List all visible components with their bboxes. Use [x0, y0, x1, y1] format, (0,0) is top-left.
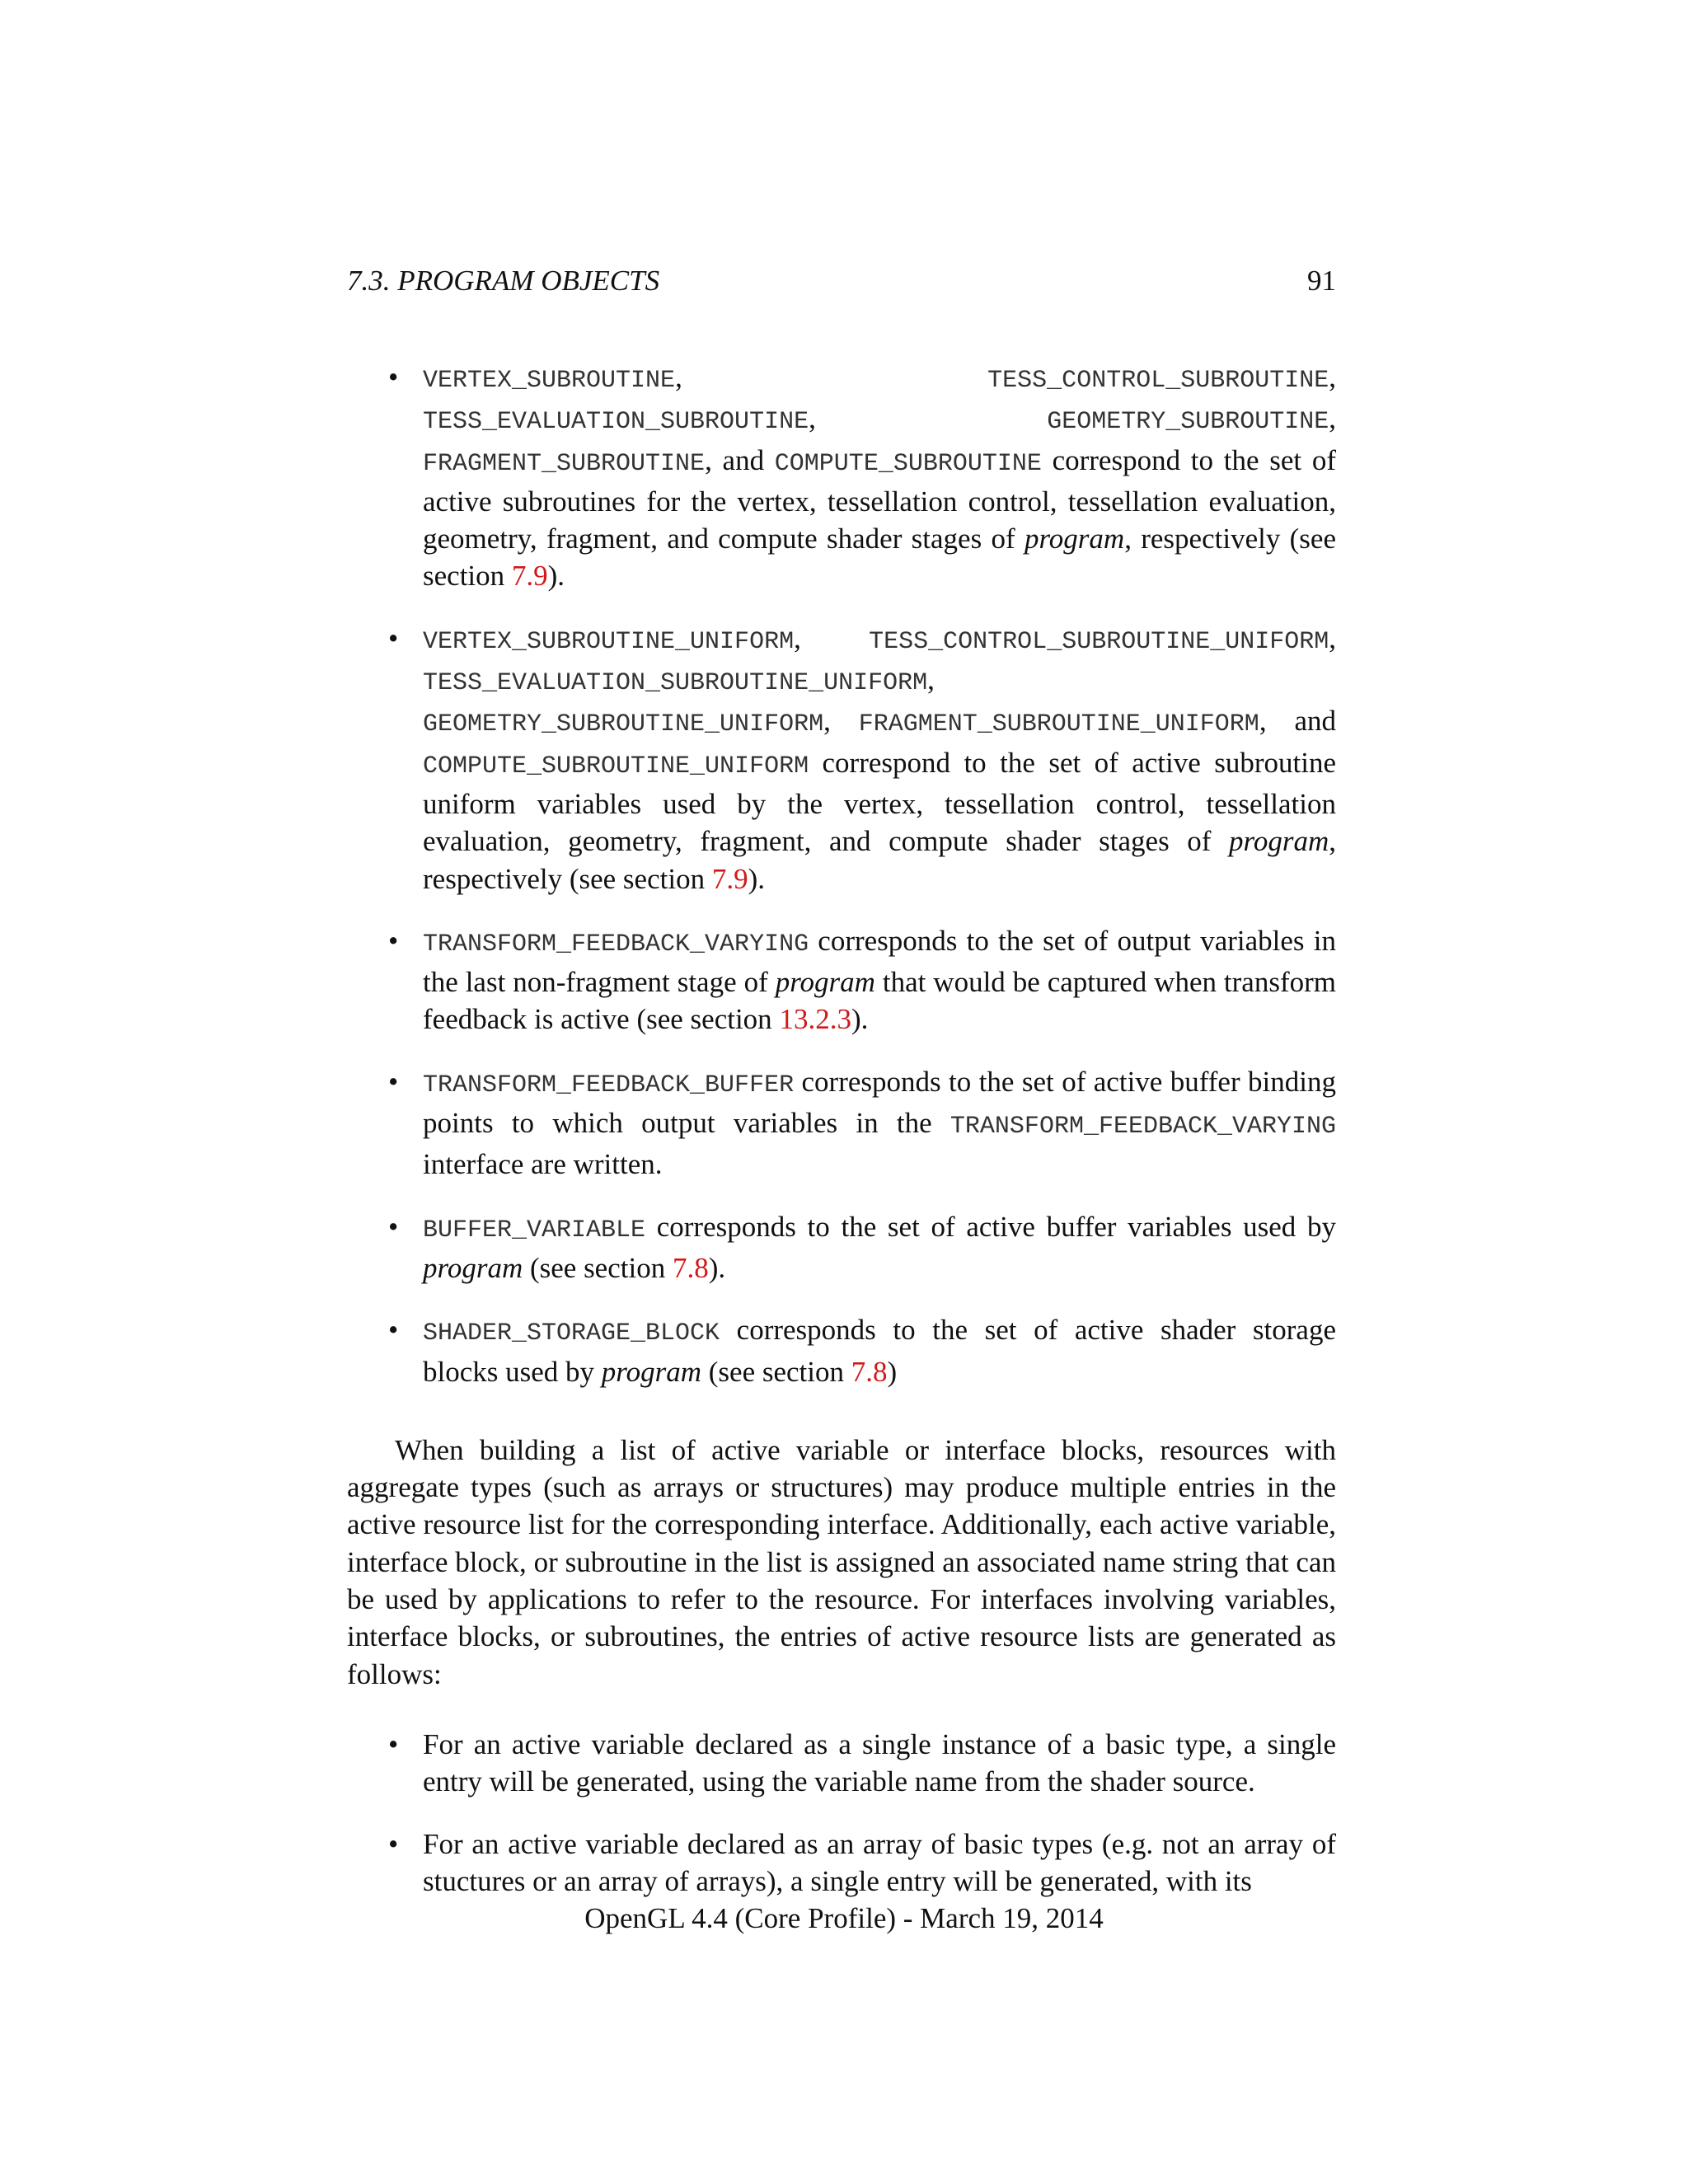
- body-text: correspond to the set of active subroutines for the vertex, tessellation control, tessellation evaluation, geometry, fragment, and compute shader stages of: [423, 443, 1336, 555]
- bullet-icon: •: [388, 1210, 399, 1243]
- section-title: 7.3. PROGRAM OBJECTS: [347, 265, 660, 297]
- body-text: interface are written.: [423, 1148, 663, 1181]
- page-content: [347, 359, 1336, 1924]
- list-item: [347, 620, 1336, 898]
- body-text: ): [887, 1355, 898, 1388]
- body-text: corresponds to the set of active shader storage blocks used by: [423, 1314, 1336, 1388]
- body-text: ).: [851, 1003, 869, 1036]
- body-text: ,: [675, 361, 988, 393]
- body-text: (see section: [523, 1251, 673, 1284]
- emphasis-text: program: [1024, 523, 1125, 555]
- bullet-icon: •: [388, 361, 399, 393]
- code-token: GEOMETRY_SUBROUTINE: [1047, 408, 1329, 437]
- code-token: TESS_CONTROL_SUBROUTINE_UNIFORM: [869, 627, 1329, 656]
- body-text: ).: [708, 1251, 726, 1284]
- code-token: TESS_CONTROL_SUBROUTINE: [987, 367, 1329, 395]
- body-text: ,: [809, 402, 1048, 435]
- emphasis-text: program: [423, 1251, 523, 1284]
- bullet-icon: •: [388, 1314, 399, 1347]
- body-text: ,: [927, 663, 935, 696]
- body-text: ).: [547, 560, 565, 593]
- section-link[interactable]: 7.9: [511, 560, 548, 593]
- list-item: [347, 1311, 1336, 1390]
- body-text: correspond to the set of active subroutine uniform variables used by the vertex, tessellation control, tessellation evaluation, geometry, fragment, and compute shader stages of: [423, 746, 1336, 858]
- code-token: TESS_EVALUATION_SUBROUTINE: [423, 408, 809, 437]
- list-item: [347, 1825, 1336, 1900]
- body-text: that would be captured when transform feedback is active (see section: [423, 966, 1336, 1036]
- code-token: VERTEX_SUBROUTINE_UNIFORM: [423, 627, 795, 656]
- code-token: TRANSFORM_FEEDBACK_VARYING: [423, 930, 809, 958]
- bullet-icon: •: [388, 924, 399, 957]
- running-header: [347, 260, 1336, 302]
- code-token: TESS_EVALUATION_SUBROUTINE_UNIFORM: [423, 669, 928, 698]
- code-token: VERTEX_SUBROUTINE: [423, 367, 676, 395]
- emphasis-text: program: [1229, 825, 1329, 858]
- section-link[interactable]: 13.2.3: [779, 1003, 851, 1036]
- body-text: corresponds to the set of active buffer variables used by: [645, 1210, 1336, 1243]
- body-text: ,: [1329, 361, 1336, 393]
- body-text: ,: [823, 705, 859, 738]
- code-token: COMPUTE_SUBROUTINE_UNIFORM: [423, 752, 809, 780]
- code-token: FRAGMENT_SUBROUTINE: [423, 449, 706, 478]
- code-token: SHADER_STORAGE_BLOCK: [423, 1319, 720, 1348]
- list-item: [347, 1726, 1336, 1801]
- body-text: ).: [748, 862, 765, 895]
- page-number: 91: [1307, 265, 1336, 297]
- list-item: [347, 1208, 1336, 1287]
- section-link[interactable]: 7.8: [672, 1251, 709, 1284]
- emphasis-text: program: [775, 966, 875, 999]
- list-item: [347, 922, 1336, 1038]
- body-text: ,: [1329, 402, 1336, 435]
- code-token: TRANSFORM_FEEDBACK_BUFFER: [423, 1071, 795, 1099]
- section-link[interactable]: 7.8: [851, 1355, 888, 1388]
- bullet-icon: •: [388, 1065, 399, 1098]
- bullet-icon: •: [388, 621, 399, 654]
- code-token: FRAGMENT_SUBROUTINE_UNIFORM: [858, 710, 1259, 739]
- body-text: ,: [1329, 621, 1336, 654]
- list-item: [347, 359, 1336, 595]
- page-footer: OpenGL 4.4 (Core Profile) - March 19, 2014: [584, 1902, 1104, 1934]
- emphasis-text: program: [601, 1355, 702, 1388]
- body-text: , respectively (see section: [423, 523, 1336, 593]
- code-token: COMPUTE_SUBROUTINE: [774, 449, 1042, 478]
- body-text: For an active variable declared as a single instance of a basic type, a single entry will be generated, using the variable name from the shader source.: [423, 1727, 1336, 1798]
- bullet-icon: •: [388, 1727, 399, 1760]
- code-token: GEOMETRY_SUBROUTINE_UNIFORM: [423, 710, 824, 739]
- bullet-icon: •: [388, 1827, 399, 1860]
- resource-entry-rules-list: [347, 1726, 1336, 1900]
- list-item: [347, 1063, 1336, 1183]
- body-text: , and: [1259, 705, 1336, 738]
- resource-interface-list: [347, 359, 1336, 1390]
- section-link[interactable]: 7.9: [711, 862, 748, 895]
- body-text: (see section: [701, 1355, 851, 1388]
- code-token: BUFFER_VARIABLE: [423, 1216, 646, 1244]
- body-text: , and: [705, 443, 775, 476]
- body-text: corresponds to the set of output variables in the last non-fragment stage of: [423, 924, 1336, 999]
- code-token: TRANSFORM_FEEDBACK_VARYING: [950, 1113, 1336, 1141]
- body-text: For an active variable declared as an array of basic types (e.g. not an array of stuctures or an array of arrays), a single entry will be generated, with its: [423, 1827, 1336, 1897]
- body-text: ,: [794, 621, 870, 654]
- body-paragraph: When building a list of active variable or interface blocks, resources with aggregate types (such as arrays or structures) may produce multiple entries in the active resource list for the corresponding interface. Additionally, each active variable, interface block, or subroutine in the list is assigned an associated name string that can be used by applications to refer to the resource. For interfaces involving variables, interface blocks, or subroutines, the entries of active resource lists are generated as follows:: [347, 1433, 1336, 1690]
- body-text: , respectively (see section: [423, 825, 1336, 895]
- body-text: corresponds to the set of active buffer binding points to which output variables in the: [423, 1065, 1336, 1140]
